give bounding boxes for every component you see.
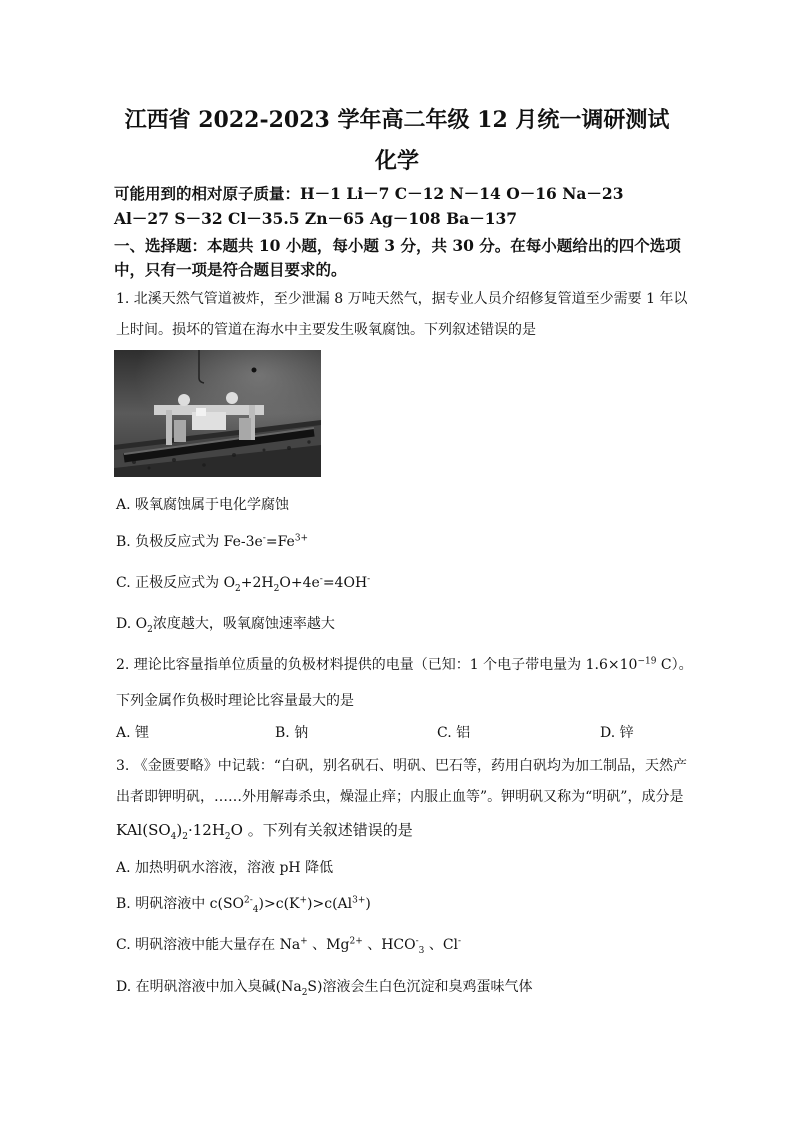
q2-stem-line2: 下列金属作负极时理论比容量最大的是 <box>116 693 354 709</box>
exam-title: 江西省 2022-2023 学年高二年级 12 月统一调研测试 <box>124 107 670 133</box>
q3-formula-line: $KAl(SO_4)_2\cdot 12H_2O$ 。下列有关叙述错误的是 <box>116 821 413 842</box>
q1-option-a: A. 吸氧腐蚀属于电化学腐蚀 <box>116 497 290 513</box>
q2-option-d: D. 锌 <box>600 725 634 741</box>
q1-option-d: D. $O_2$浓度越大，吸氧腐蚀速率越大 <box>116 616 335 635</box>
q1-stem-line2: 上时间。损坏的管道在海水中主要发生吸氧腐蚀。下列叙述错误的是 <box>116 322 536 338</box>
q1-stem-line1: 1. 北溪天然气管道被炸，至少泄漏 8 万吨天然气，据专业人员介绍修复管道至少需要 1 年以 <box>116 291 688 307</box>
q2-option-c: C. 铝 <box>437 725 471 741</box>
q3-option-d: D. 在明矾溶液中加入臭碱$(Na_2S)$溶液会生白色沉淀和臭鸡蛋味气体 <box>116 979 533 998</box>
pipeline-repair-photo <box>114 350 321 477</box>
q3-stem-line1: 3. 《金匮要略》中记载：“白矾，别名矾石、明矾、巴石等，药用白矾均为加工制品，天然产 <box>116 758 687 774</box>
q1-option-c: C. 正极反应式为 $O_2+2H_2O+4e^-=4OH^-$ <box>116 574 371 594</box>
q3-option-a: A. 加热明矾水溶液，溶液 pH 降低 <box>116 860 334 876</box>
q3-option-b: B. 明矾溶液中 $c(SO^{2-}_4)>c(K^+)>c(Al^{3+})$ <box>116 895 371 915</box>
q3-option-c: C. 明矾溶液中能大量存在 Na+ 、$Mg^{2+}$ 、$HCO^-_3$ 、Cl- <box>116 936 462 956</box>
q2-option-a: A. 锂 <box>116 725 150 741</box>
subject-title: 化学 <box>374 148 419 174</box>
q3-stem-line2: 出者即钾明矾，……外用解毒杀虫，燥湿止痒；内服止血等”。钾明矾又称为“明矾”，成分是 <box>116 789 684 805</box>
atomic-masses-line1: 可能用到的相对原子质量：H－1 Li－7 C－12 N－14 O－16 Na－23 <box>114 184 624 203</box>
q2-stem-line1: 2. 理论比容量指单位质量的负极材料提供的电量（已知：1 个电子带电量为 $1.6\times 10^{-19}$ C）。 <box>116 656 693 673</box>
q2-option-b: B. 钠 <box>275 725 309 741</box>
q1-option-b: B. 负极反应式为 $Fe-3e^-=Fe^{3+}$ <box>116 533 309 550</box>
atomic-masses-line2: Al－27 S－32 Cl－35.5 Zn－65 Ag－108 Ba－137 <box>114 209 518 228</box>
section-heading-line2: 中，只有一项是符合题目要求的。 <box>114 260 347 279</box>
section-heading-line1: 一、选择题：本题共 10 小题，每小题 3 分，共 30 分。在每小题给出的四个选项 <box>114 236 681 255</box>
